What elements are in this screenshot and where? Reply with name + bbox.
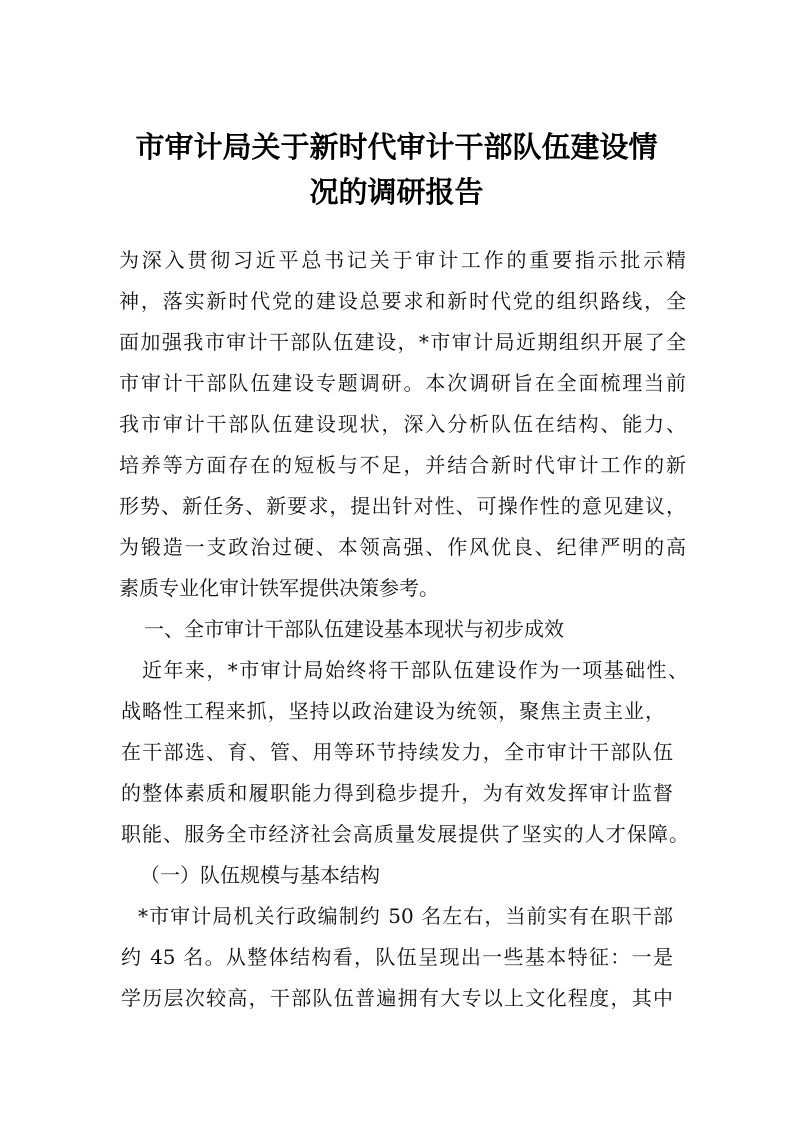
intro-line-9: 素质专业化审计铁军提供决策参考。 bbox=[119, 576, 439, 600]
section1-para-line-2: 战略性工程来抓，坚持以政治建设为统领，聚焦主责主业， bbox=[121, 699, 665, 723]
subsection-heading-1: （一）队伍规模与基本结构 bbox=[140, 863, 380, 887]
intro-line-8: 为锻造一支政治过硬、本领高强、作风优良、纪律严明的高 bbox=[119, 535, 686, 559]
intro-line-2: 神，落实新时代党的建设总要求和新时代党的组织路线，全 bbox=[119, 289, 686, 313]
document-title-line-2: 况的调研报告 bbox=[309, 175, 484, 209]
section1-para-line-5: 职能、服务全市经济社会高质量发展提供了坚实的人才保障。 bbox=[121, 822, 689, 846]
section1-para-line-4: 的整体素质和履职能力得到稳步提升，为有效发挥审计监督 bbox=[121, 781, 673, 805]
intro-line-4: 市审计干部队伍建设专题调研。本次调研旨在全面梳理当前 bbox=[119, 371, 686, 395]
staffing-para-line-3: 学历层次较高，干部队伍普遍拥有大专以上文化程度，其中 bbox=[121, 986, 673, 1010]
intro-line-6: 培养等方面存在的短板与不足，并结合新时代审计工作的新 bbox=[119, 453, 686, 477]
staffing-para-line-2: 约 45 名。从整体结构看，队伍呈现出一些基本特征：一是 bbox=[121, 945, 673, 969]
document-title-line-1: 市审计局关于新时代审计干部队伍建设情 bbox=[135, 130, 658, 164]
section1-para-line-3: 在干部选、育、管、用等环节持续发力，全市审计干部队伍 bbox=[121, 740, 673, 764]
section-heading-1: 一、全市审计干部队伍建设基本现状与初步成效 bbox=[144, 617, 564, 641]
staffing-para-line-1: *市审计局机关行政编制约 50 名左右，当前实有在职干部 bbox=[138, 904, 673, 928]
intro-line-5: 我市审计干部队伍建设现状，深入分析队伍在结构、能力、 bbox=[119, 412, 686, 436]
intro-line-7: 形势、新任务、新要求，提出针对性、可操作性的意见建议， bbox=[119, 494, 686, 518]
intro-line-1: 为深入贯彻习近平总书记关于审计工作的重要指示批示精 bbox=[119, 248, 686, 272]
section1-para-line-1: 近年来，*市审计局始终将干部队伍建设作为一项基础性、 bbox=[142, 658, 688, 682]
intro-line-3: 面加强我市审计干部队伍建设，*市审计局近期组织开展了全 bbox=[119, 330, 686, 354]
